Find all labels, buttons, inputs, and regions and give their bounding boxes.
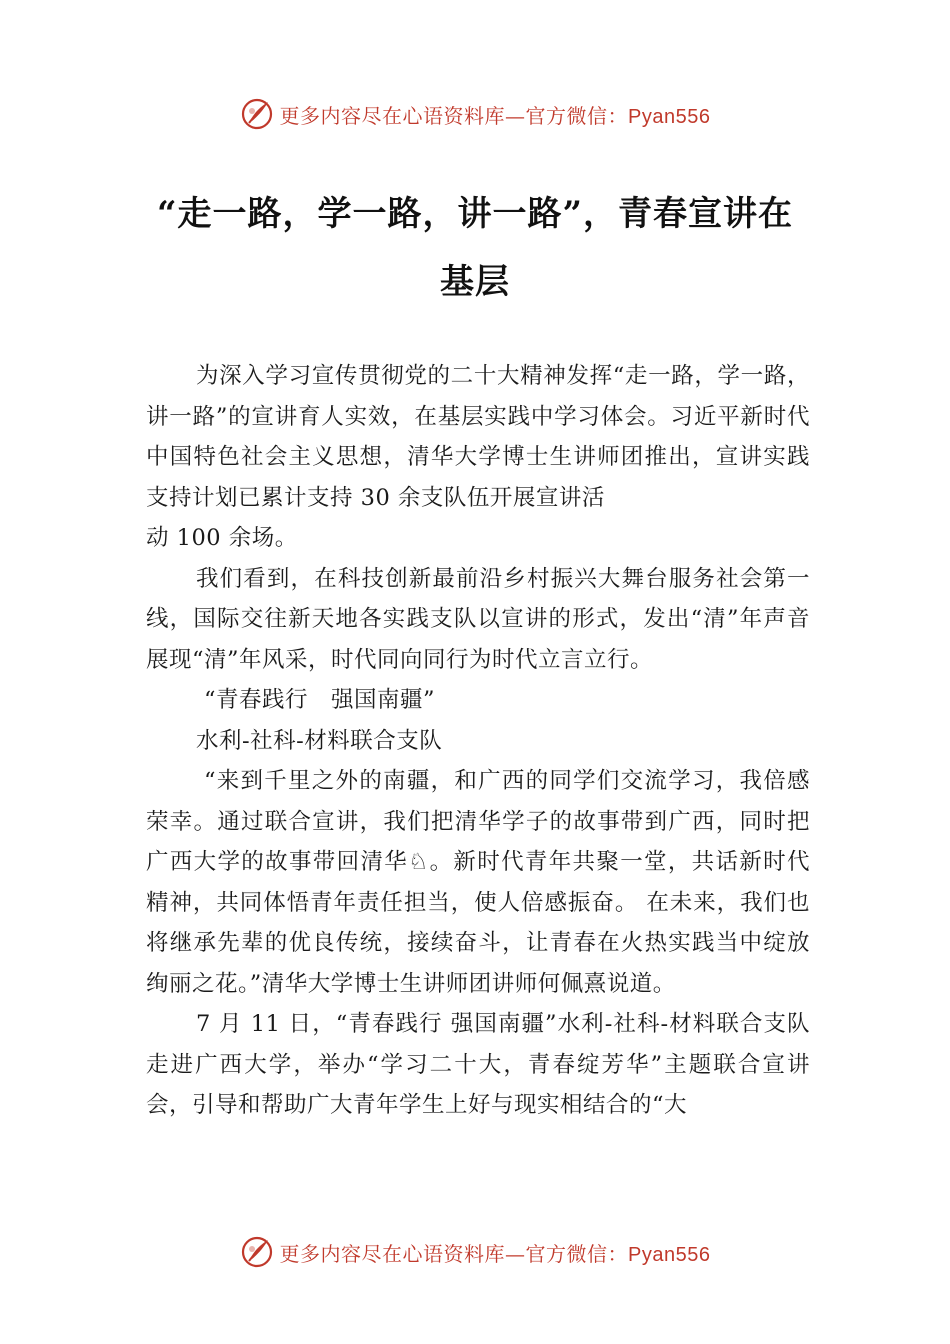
section-heading: “青春践行 强国南疆” [204,687,436,713]
footer-wechat-id: Pyan556 [628,1243,711,1266]
footer-banner-text: 更多内容尽在心语资料库—官方微信：Pyan556 [279,1241,711,1266]
team-name: 水利-社科-材料联合支队 [196,727,443,754]
title-line-2: 基层 [440,262,510,302]
title-line-1: “走一路，学一路，讲一路”，青春宣讲在 [156,194,794,234]
header-banner-text: 更多内容尽在心语资料库—官方微信：Pyan556 [279,103,711,128]
document-title [100,180,850,316]
footer-banner [0,1232,950,1272]
quill-logo-icon [240,1235,274,1269]
quill-logo-icon [240,97,274,131]
paragraph-overview: 我们看到，在科技创新最前沿乡村振兴大舞台服务社会第一线，国际交往新天地各实践支队以宣讲的形式，发出“清”年声音展现“清”年风采，时代同向同行为时代立言立行。 [146,565,810,673]
header-banner [0,94,950,134]
document-body [146,356,810,1126]
paragraph-intro-continued: 动 100 余场。 [146,525,298,551]
paragraph-quote: “来到千里之外的南疆，和广西的同学们交流学习，我倍感荣幸。通过联合宣讲，我们把清华学子的故事带到广西，同时把广西大学的故事带回清华♘。新时代青年共聚一堂，共话新时代精神，共同体悟青年责任担当，使人倍感振奋。 在未来，我们也将继承先辈的优良传统，接续奋斗，让青春在火热实践当中绽放绚丽之花。”清华大学博士生讲师团讲师何佩熹说道。 [146,768,810,997]
paragraph-event: 7 月 11 日，“青春践行 强国南疆”水利-社科-材料联合支队走进广西大学，举办“学习二十大，青春绽芳华”主题联合宣讲会，引导和帮助广大青年学生上好与现实相结合的“大 [146,1011,810,1118]
header-wechat-id: Pyan556 [628,105,711,128]
paragraph-intro: 为深入学习宣传贯彻党的二十大精神发挥“走一路，学一路，讲一路”的宣讲育人实效，在基层实践中学习体会。习近平新时代中国特色社会主义思想，清华大学博士生讲师团推出，宣讲实践支持计划已累计支持 30 余支队伍开展宣讲活 [146,363,810,511]
